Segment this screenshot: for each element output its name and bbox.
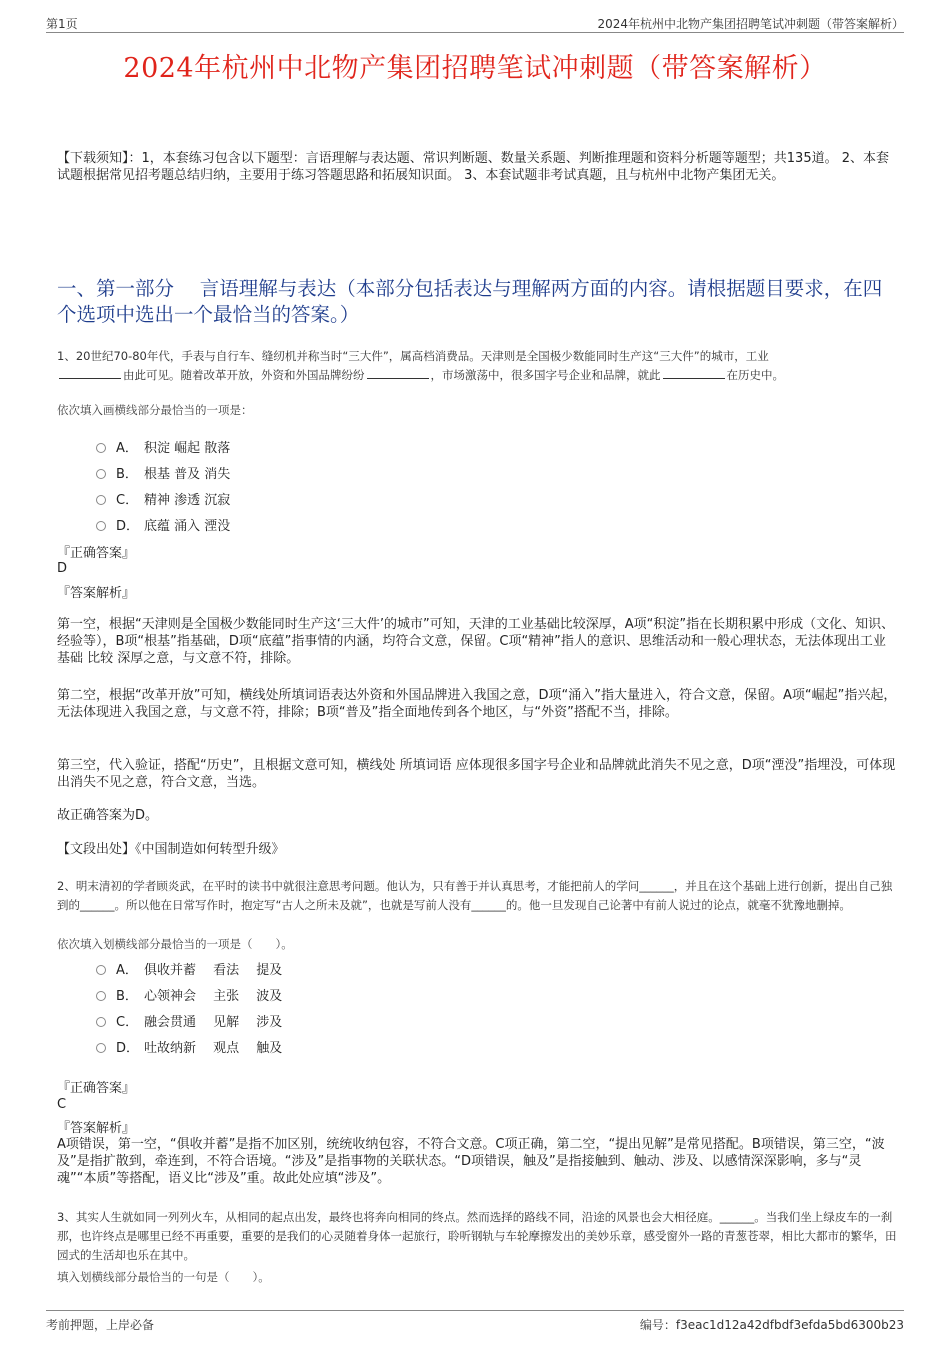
q2-analysis-tag: 『答案解析』 — [57, 1121, 136, 1136]
q2-option-a[interactable] — [96, 959, 282, 978]
option-letter: D． — [116, 519, 140, 534]
q1-stem-part: ，市场激荡中，很多国字号企业和品牌，就此 — [430, 368, 661, 382]
radio-icon[interactable] — [96, 495, 106, 505]
option-text: 融会贯通 见解 涉及 — [144, 1015, 283, 1030]
q1-analysis-p1: 第一空，根据“天津则是全国极少数能同时生产这‘三大件’的城市”可知，天津的工业基础比较深厚，A项“积淀”指在长期积累中形成（文化、知识、经验等），B项“根基”指基础，D项“底蕴”指事情的内涵，均符合文意，保留。C项“精神”指人的意识、思维活动和一般心理状态，无法体现出工业基础 比较 深厚之意，与文意不符，排除。 — [57, 617, 895, 666]
q2-option-c[interactable] — [96, 1011, 282, 1030]
q2-option-d[interactable] — [96, 1037, 282, 1056]
q1-answer-tag: 『正确答案』 — [57, 546, 136, 561]
radio-icon[interactable] — [96, 991, 106, 1001]
q1-analysis-p2: 第二空，根据“改革开放”可知，横线处所填词语表达外资和外国品牌进入我国之意，D项“涌入”指大量进入，符合文意，保留。A项“崛起”指兴起，无法体现进入我国之意，与文意不符，排除；B项“普及”指全面地传到各个地区，与“外资”搭配不当，排除。 — [57, 688, 897, 720]
option-text: 根基 普及 消失 — [144, 467, 231, 482]
page-number: 第1页 — [46, 17, 78, 31]
q1-answer: D — [57, 561, 68, 576]
q3-instruction: 填入划横线部分最恰当的一句是（ ）。 — [57, 1270, 270, 1284]
page-header — [46, 14, 904, 33]
option-text: 俱收并蓄 看法 提及 — [144, 963, 283, 978]
q1-source: 【文段出处】《中国制造如何转型升级》 — [57, 842, 285, 857]
q1-analysis-tag: 『答案解析』 — [57, 586, 136, 601]
document-title: 2024年杭州中北物产集团招聘笔试冲刺题（带答案解析） — [123, 53, 827, 84]
q1-stem-part: 在历史中。 — [726, 368, 784, 382]
radio-icon[interactable] — [96, 1017, 106, 1027]
q1-option-b[interactable] — [96, 463, 230, 482]
option-letter: A． — [116, 441, 138, 456]
q2-analysis: A项错误，第一空，“俱收并蓄”是指不加区别，统统收纳包容，不符合文意。C项正确，第二空，“提出见解”是常见搭配。B项错误，第三空，“波及”是指扩散到，牵连到，不符合语境。“涉及”是指事物的关联状态。“D项错误，触及”是指接触到、触动、涉及、以感情深深影响，多与“灵魂”“本质”等搭配，语义比“涉及”重。故此处应填“涉及”。 — [57, 1137, 885, 1186]
option-text: 底蕴 涌入 湮没 — [144, 519, 231, 534]
option-text: 心领神会 主张 波及 — [144, 989, 283, 1004]
option-letter: B． — [116, 989, 138, 1004]
option-text: 积淀 崛起 散落 — [144, 441, 231, 456]
header-doc-title: 2024年杭州中北物产集团招聘笔试冲刺题（带答案解析） — [597, 17, 904, 31]
option-letter: C． — [116, 493, 139, 508]
q2-option-b[interactable] — [96, 985, 282, 1004]
q2-answer: C — [57, 1097, 67, 1112]
blank-line — [59, 368, 121, 379]
blank-line — [663, 368, 725, 379]
option-text: 吐故纳新 观点 触及 — [144, 1041, 283, 1056]
footer-doc-id: 编号：f3eac1d12a42dfbdf3efda5bd6300b23 — [639, 1318, 904, 1332]
option-letter: C． — [116, 1015, 139, 1030]
question-3-stem: 3、其实人生就如同一列列火车，从相同的起点出发，最终也将奔向相同的终点。然而选择的路线不同，沿途的风景也会大相径庭。______。当我们坐上绿皮车的一刹那，也许终点是哪里已经不再重要，重要的是我们的心灵随着身体一起旅行，聆听钢轨与车轮摩擦发出的美妙乐章，感受窗外一路的青葱苍翠，相比大都市的繁华，田园式的生活却也乐在其中。 — [57, 1210, 897, 1262]
footer-slogan: 考前押题，上岸必备 — [46, 1318, 155, 1332]
radio-icon[interactable] — [96, 521, 106, 531]
option-letter: B． — [116, 467, 138, 482]
q1-analysis-p3: 第三空，代入验证，搭配“历史”，且根据文意可知，横线处 所填词语 应体现很多国字号企业和品牌就此消失不见之意，D项“湮没”指埋没，可体现出消失不见之意，符合文意，当选。 — [57, 758, 896, 790]
q2-instruction: 依次填入划横线部分最恰当的一项是（ ）。 — [57, 937, 293, 951]
page-footer — [46, 1310, 904, 1333]
question-1-stem — [57, 347, 902, 385]
q1-option-c[interactable] — [96, 489, 230, 508]
radio-icon[interactable] — [96, 965, 106, 975]
radio-icon[interactable] — [96, 1043, 106, 1053]
q1-instruction: 依次填入画横线部分最恰当的一项是： — [57, 403, 253, 417]
q1-analysis-conclusion: 故正确答案为D。 — [57, 808, 159, 823]
question-2-stem: 2、明末清初的学者顾炎武，在平时的读书中就很注意思考问题。他认为，只有善于并认真思考，才能把前人的学问______，并且在这个基础上进行创新，提出自己独到的______。所以他在日常写作时，抱定写“古人之所未及就”，也就是写前人没有______的。他一旦发现自己论著中有前人说过的论点，就毫不犹豫地删掉。 — [57, 879, 893, 912]
section-heading: 一、第一部分 言语理解与表达（本部分包括表达与理解两方面的内容。请根据题目要求，在四个选项中选出一个最恰当的答案。） — [57, 277, 883, 326]
option-letter: A． — [116, 963, 138, 978]
q1-option-d[interactable] — [96, 515, 230, 534]
option-text: 精神 渗透 沉寂 — [144, 493, 231, 508]
radio-icon[interactable] — [96, 443, 106, 453]
q1-stem-part: 由此可见。随着改革开放，外资和外国品牌纷纷 — [123, 368, 365, 382]
q2-answer-tag: 『正确答案』 — [57, 1081, 136, 1096]
q1-option-a[interactable] — [96, 437, 230, 456]
option-letter: D． — [116, 1041, 140, 1056]
download-notice: 【下载须知】：1，本套练习包含以下题型：言语理解与表达题、常识判断题、数量关系题、判断推理题和资料分析题等题型；共135道。 2、本套试题根据常见招考题总结归纳，主要用于练习答题思路和拓展知识面。 3、本套试题非考试真题，且与杭州中北物产集团无关。 — [57, 151, 889, 183]
q1-stem-part: 1、20世纪70-80年代，手表与自行车、缝纫机并称当时“三大件”，属高档消费品。天津则是全国极少数能同时生产这“三大件”的城市，工业 — [57, 349, 769, 363]
radio-icon[interactable] — [96, 469, 106, 479]
blank-line — [367, 368, 429, 379]
